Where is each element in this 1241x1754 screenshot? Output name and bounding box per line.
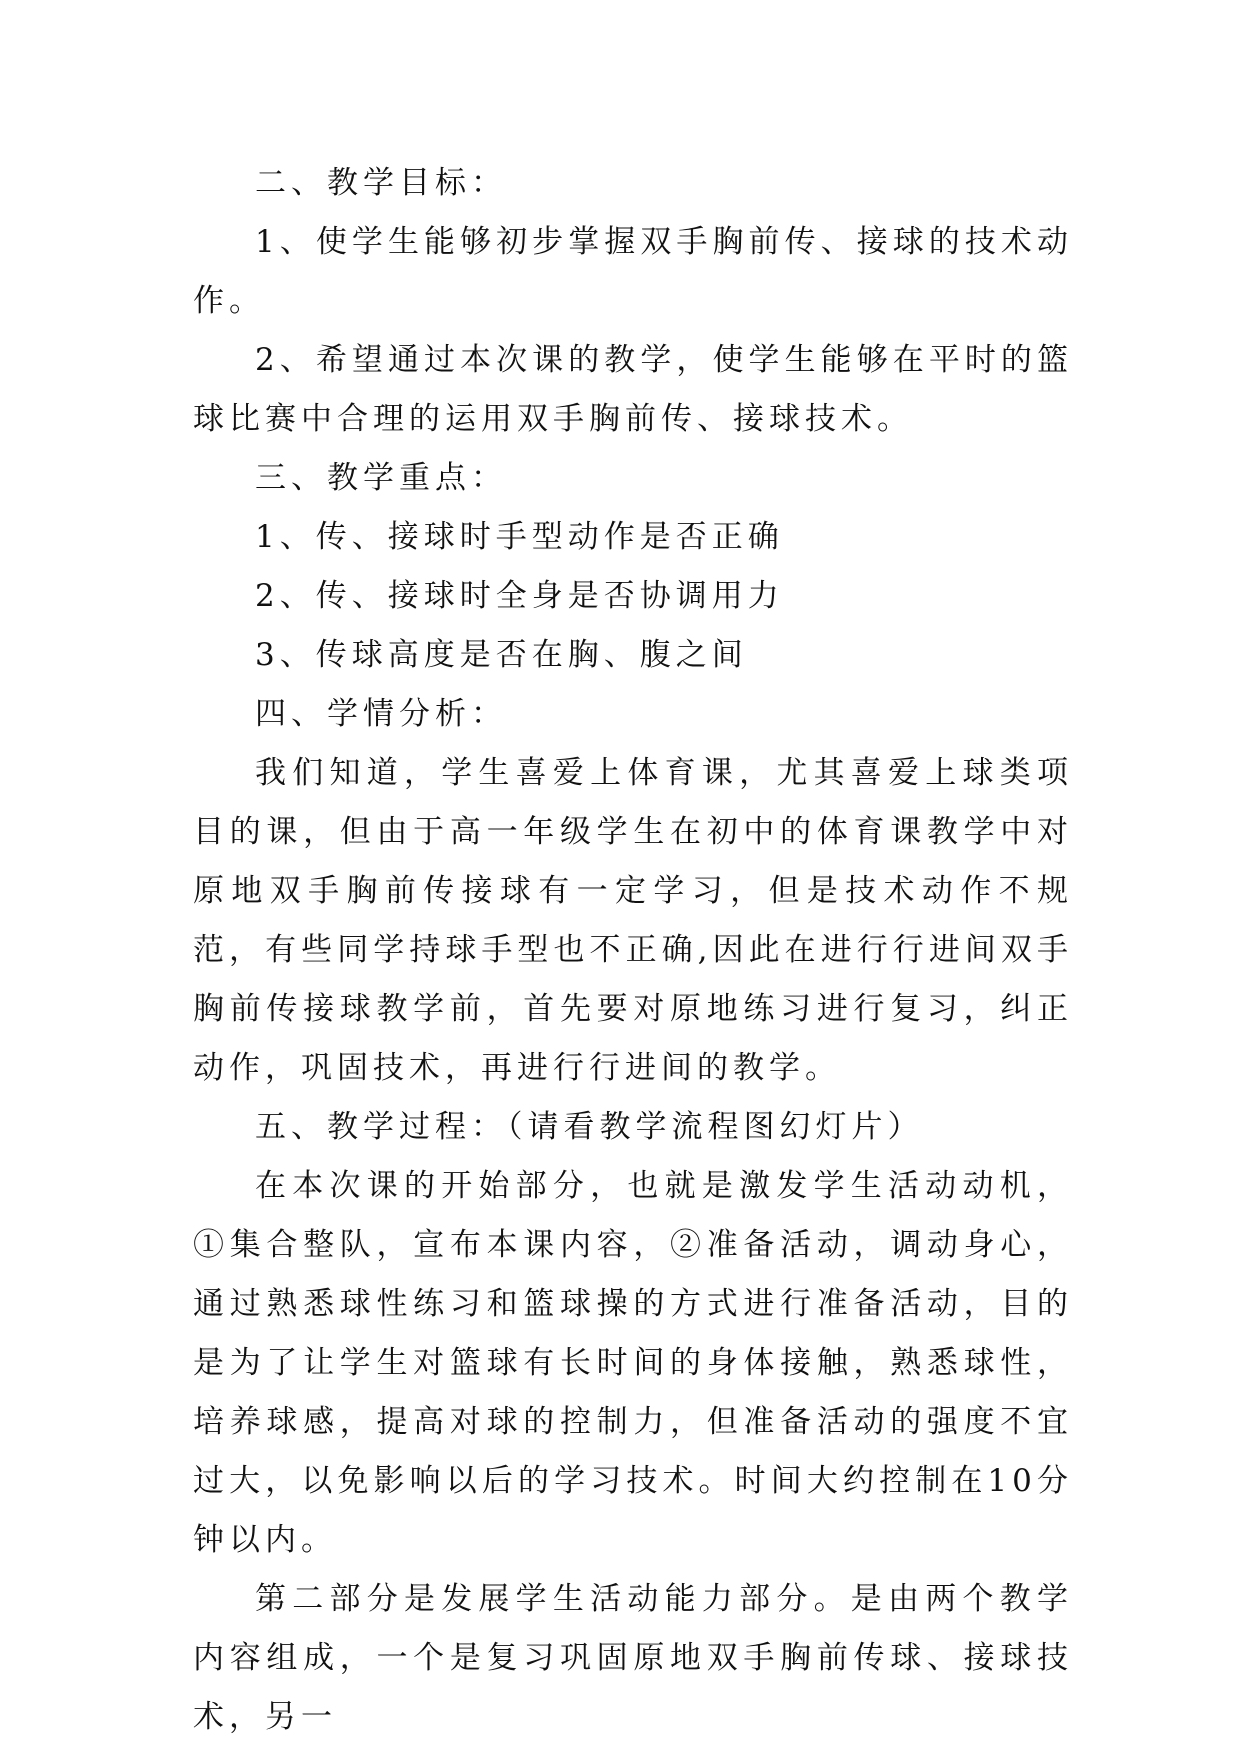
section-heading-teaching-focus: 三、教学重点： bbox=[255, 460, 507, 496]
goal-item-1: 1、使学生能够初步掌握双手胸前传、接球的技术动作。 bbox=[193, 224, 1073, 319]
process-paragraph-second-part: 第二部分是发展学生活动能力部分。是由两个教学内容组成，一个是复习巩固原地双手胸前传球、接球技术，另一 bbox=[193, 1581, 1073, 1735]
process-paragraph-opening: 在本次课的开始部分，也就是激发学生活动动机，①集合整队，宣布本课内容，②准备活动，调动身心， 通过熟悉球性练习和篮球操的方式进行准备活动，目的是为了让学生对篮球有长时间的身体接触，熟悉球性，培养球感，提高对球的控制力，但准备活动的强度不宜过大，以免影响以后的学习技术。时间大约控制在10分钟以内。 bbox=[193, 1168, 1073, 1558]
focus-item-1: 1、传、接球时手型动作是否正确 bbox=[255, 519, 784, 555]
student-analysis-paragraph: 我们知道，学生喜爱上体育课，尤其喜爱上球类项目的课，但由于高一年级学生在初中的体育课教学中对原地双手胸前传接球有一定学习，但是技术动作不规范，有些同学持球手型也不正确,因此在进行行进间双手胸前传接球教学前，首先要对原地练习进行复习，纠正动作，巩固技术，再进行行进间的教学。 bbox=[193, 755, 1073, 1086]
section-heading-teaching-process: 五、教学过程：（请看教学流程图幻灯片） bbox=[255, 1109, 924, 1145]
focus-item-3: 3、传球高度是否在胸、腹之间 bbox=[255, 637, 748, 673]
goal-item-2: 2、希望通过本次课的教学，使学生能够在平时的篮球比赛中合理的运用双手胸前传、接球技术。 bbox=[193, 342, 1073, 437]
section-heading-student-analysis: 四、学情分析： bbox=[255, 696, 507, 732]
document-body bbox=[193, 154, 1073, 1747]
focus-item-2: 2、传、接球时全身是否协调用力 bbox=[255, 578, 784, 614]
section-heading-teaching-goals: 二、教学目标： bbox=[255, 165, 507, 201]
